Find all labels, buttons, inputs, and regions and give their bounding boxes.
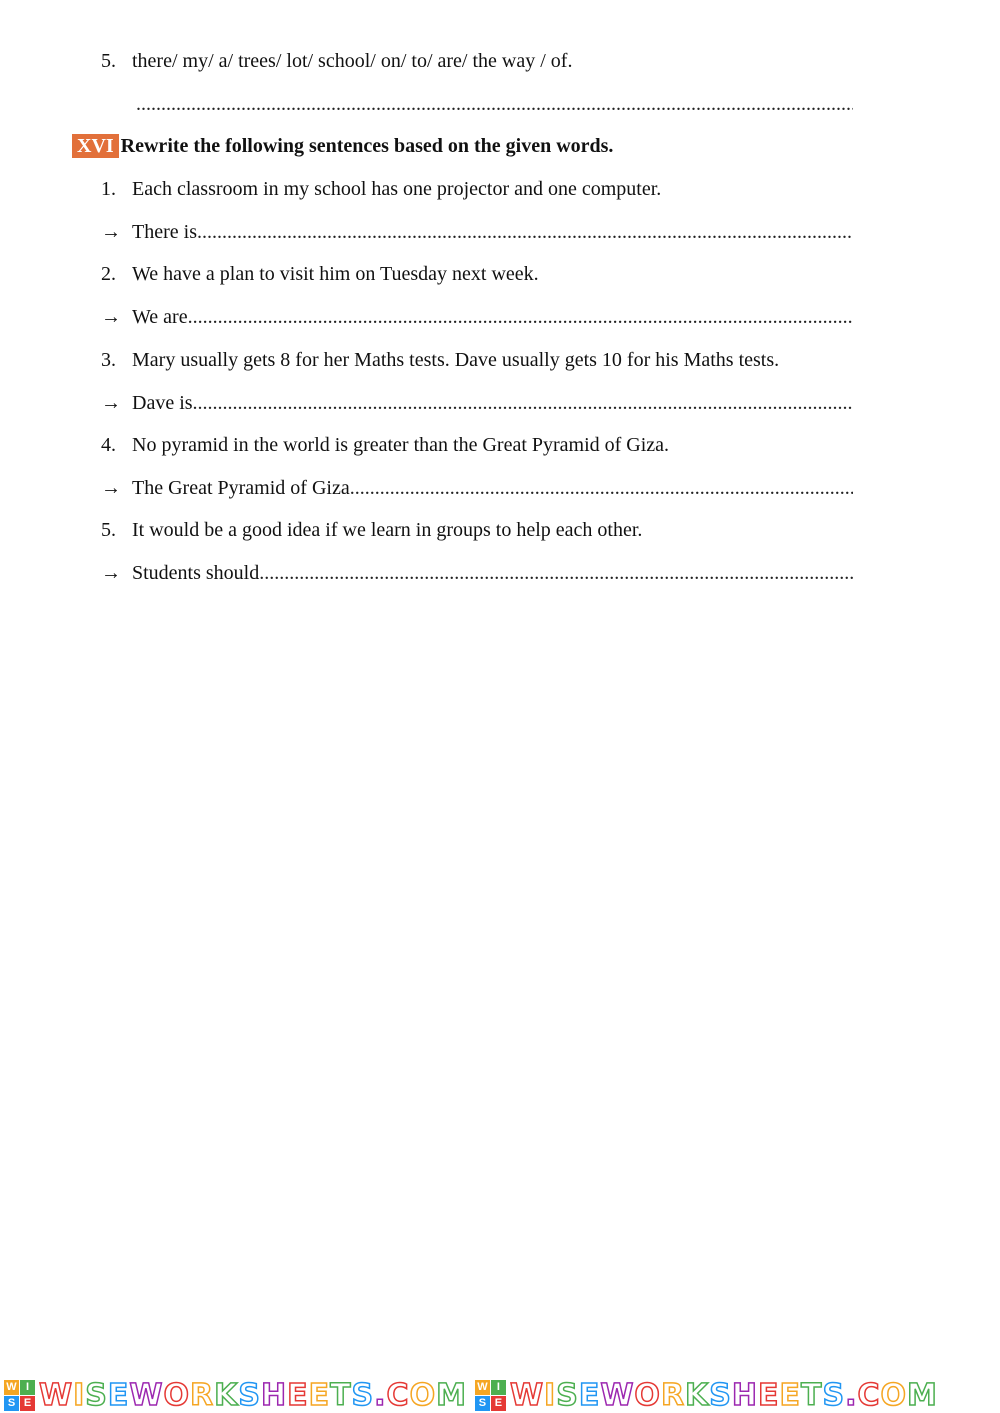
answer-row[interactable] — [101, 476, 853, 500]
footer-logo-unit — [4, 1379, 467, 1413]
footer-letter: . — [374, 1378, 387, 1413]
footer-letter: S — [85, 1378, 108, 1413]
section-badge: XVI — [72, 134, 119, 158]
dotted-line — [193, 391, 853, 415]
item-number: 2. — [101, 263, 116, 285]
footer-letter: E — [779, 1378, 802, 1413]
answer-prompt: There is — [132, 221, 197, 243]
logo-letter: S — [4, 1396, 19, 1411]
section-title: Rewrite the following sentences based on the given words. — [120, 134, 614, 157]
footer-letter: R — [660, 1378, 686, 1413]
footer-letter: W — [509, 1378, 545, 1413]
footer-letter: M — [436, 1378, 467, 1413]
footer-site-name — [510, 1379, 938, 1413]
footer-letter: I — [73, 1378, 86, 1413]
footer-letter: S — [238, 1378, 261, 1413]
footer-letter: E — [107, 1378, 130, 1413]
answer-prompt: Students should — [132, 562, 260, 584]
arrow-icon: → — [101, 392, 121, 414]
dotted-line — [188, 305, 853, 329]
footer-letter: . — [845, 1378, 858, 1413]
answer-row[interactable] — [101, 305, 853, 329]
item-sentence: We have a plan to visit him on Tuesday next week. — [132, 263, 539, 285]
footer-letter: W — [600, 1378, 635, 1413]
dotted-line — [197, 220, 853, 244]
logo-icon — [475, 1380, 506, 1411]
footer-letter: I — [544, 1378, 557, 1413]
footer-letter: H — [731, 1378, 759, 1413]
answer-row[interactable] — [101, 561, 853, 585]
footer-letter: O — [634, 1378, 661, 1413]
answer-prompt: We are — [132, 306, 188, 328]
prev-item-text: there/ my/ a/ trees/ lot/ school/ on/ to/ are/ the way / of. — [132, 50, 573, 72]
footer-letter: S — [351, 1378, 375, 1413]
footer-letter: O — [409, 1378, 437, 1413]
item-sentence: No pyramid in the world is greater than the Great Pyramid of Giza. — [132, 434, 670, 456]
footer-letter: T — [801, 1378, 823, 1413]
logo-letter: W — [475, 1380, 490, 1395]
logo-letter: E — [20, 1396, 35, 1411]
section-header — [72, 134, 613, 158]
arrow-icon: → — [101, 306, 121, 328]
footer-letter: K — [685, 1378, 710, 1413]
logo-letter: W — [4, 1380, 19, 1395]
footer-site-name — [39, 1379, 467, 1413]
prev-item-answer-line[interactable] — [136, 92, 853, 116]
footer-letter: E — [578, 1378, 601, 1413]
item-number: 1. — [101, 178, 116, 200]
logo-letter: S — [475, 1396, 490, 1411]
answer-prompt: Dave is — [132, 392, 193, 414]
answer-row[interactable] — [101, 220, 853, 244]
item-sentence: Mary usually gets 8 for her Maths tests. Dave usually gets 10 for his Maths tests. — [132, 349, 780, 371]
footer-letter: M — [907, 1378, 938, 1413]
arrow-icon: → — [101, 477, 121, 499]
footer-letter: O — [880, 1378, 908, 1413]
footer-letter: E — [287, 1378, 309, 1413]
logo-letter: I — [20, 1380, 35, 1395]
logo-letter: I — [491, 1380, 506, 1395]
footer-letter: S — [556, 1378, 579, 1413]
prev-item-number: 5. — [101, 50, 116, 72]
logo-letter: E — [491, 1396, 506, 1411]
footer-letter: E — [308, 1378, 331, 1413]
footer-letter: K — [214, 1378, 239, 1413]
answer-prompt: The Great Pyramid of Giza — [132, 477, 350, 499]
arrow-icon: → — [101, 221, 121, 243]
dotted-line — [350, 476, 853, 500]
footer-logo-unit — [475, 1379, 938, 1413]
item-number: 5. — [101, 519, 116, 541]
footer-letter: W — [39, 1378, 74, 1413]
item-number: 3. — [101, 349, 116, 371]
dotted-line — [259, 561, 853, 585]
arrow-icon: → — [101, 562, 121, 584]
footer-letter: C — [386, 1378, 410, 1413]
item-sentence: It would be a good idea if we learn in groups to help each other. — [132, 519, 643, 541]
footer-letter: R — [189, 1378, 215, 1413]
logo-icon — [4, 1380, 35, 1411]
footer-letter: S — [822, 1378, 846, 1413]
footer-letter: T — [330, 1378, 352, 1413]
footer-letter: H — [260, 1378, 288, 1413]
dotted-line — [136, 92, 853, 116]
footer-watermark — [0, 1378, 1000, 1413]
footer-letter: W — [129, 1378, 164, 1413]
item-number: 4. — [101, 434, 116, 456]
item-sentence: Each classroom in my school has one projector and one computer. — [132, 178, 662, 200]
answer-row[interactable] — [101, 391, 853, 415]
footer-letter: O — [163, 1378, 190, 1413]
footer-letter: E — [758, 1378, 780, 1413]
footer-letter: C — [857, 1378, 881, 1413]
footer-letter: S — [709, 1378, 732, 1413]
